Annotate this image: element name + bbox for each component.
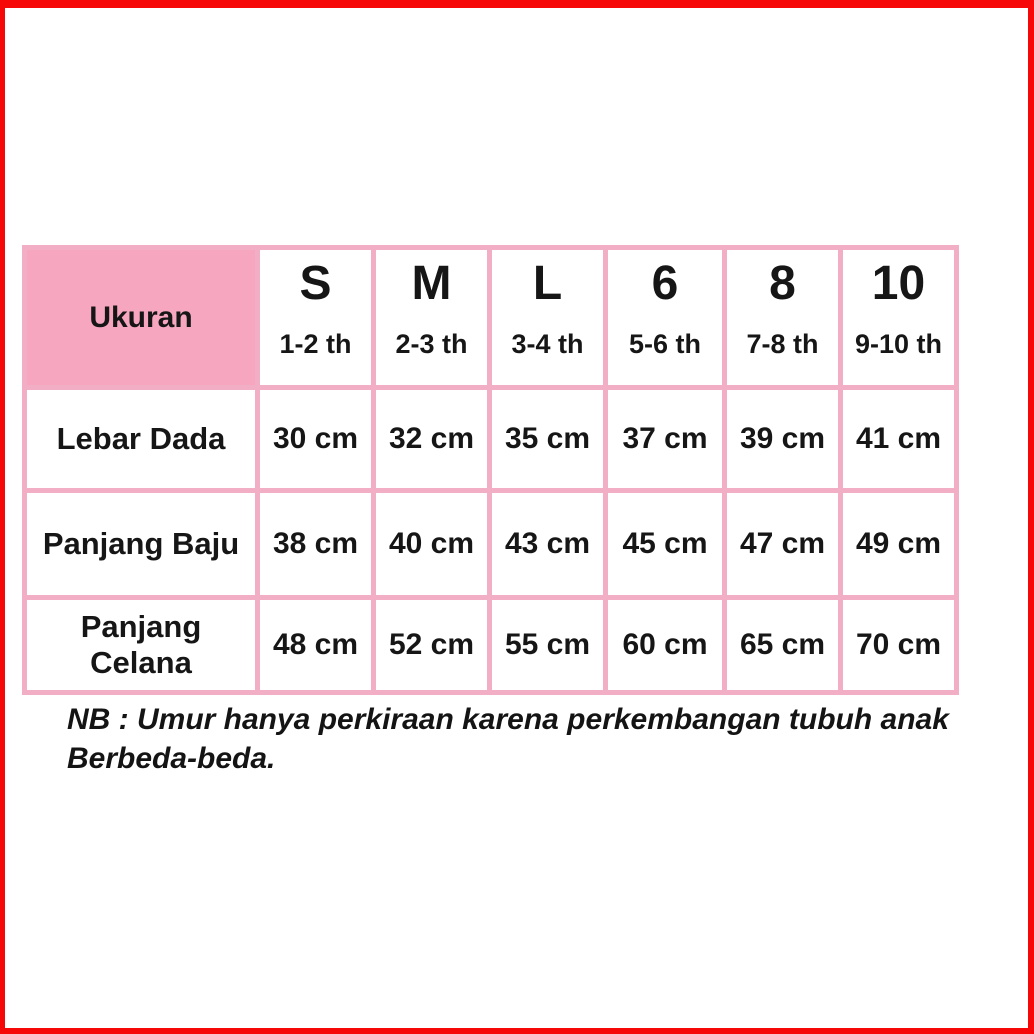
size-label-m: M [411, 257, 452, 310]
cell-lebar-dada-l: 35 cm [492, 390, 603, 488]
cell-panjang-celana-l: 55 cm [492, 600, 603, 690]
cell-panjang-celana-8: 65 cm [727, 600, 838, 690]
table-header-row [27, 250, 954, 385]
table-row-panjang-baju [27, 493, 954, 595]
column-header-l [492, 250, 603, 385]
column-header-6 [608, 250, 722, 385]
note-line-1: NB : Umur hanya perkiraan karena perkembangan tubuh anak [67, 703, 949, 736]
size-label-s: S [299, 257, 332, 310]
size-label-10: 10 [871, 257, 926, 310]
size-label-l: L [532, 257, 563, 310]
row-label-panjang-celana: Panjang Celana [27, 600, 255, 690]
age-label-8: 7-8 th [746, 329, 819, 359]
cell-lebar-dada-8: 39 cm [727, 390, 838, 488]
cell-panjang-celana-10: 70 cm [843, 600, 954, 690]
row-label-panjang-baju: Panjang Baju [27, 493, 255, 595]
cell-panjang-baju-10: 49 cm [843, 493, 954, 595]
corner-header-ukuran: Ukuran [27, 250, 255, 385]
table-row-panjang-celana [27, 600, 954, 690]
cell-lebar-dada-s: 30 cm [260, 390, 371, 488]
cell-lebar-dada-6: 37 cm [608, 390, 722, 488]
cell-lebar-dada-m: 32 cm [376, 390, 487, 488]
age-label-s: 1-2 th [279, 329, 352, 359]
column-header-8 [727, 250, 838, 385]
cell-panjang-celana-6: 60 cm [608, 600, 722, 690]
column-header-s [260, 250, 371, 385]
table-row-lebar-dada [27, 390, 954, 488]
age-label-6: 5-6 th [628, 329, 701, 359]
size-label-6: 6 [651, 257, 679, 310]
size-label-8: 8 [769, 257, 796, 310]
note-line-2: Berbeda-beda. [67, 742, 276, 775]
row-label-lebar-dada: Lebar Dada [27, 390, 255, 488]
cell-panjang-celana-m: 52 cm [376, 600, 487, 690]
age-label-m: 2-3 th [395, 329, 468, 359]
age-label-10: 9-10 th [854, 329, 943, 359]
column-header-10 [843, 250, 954, 385]
note [67, 700, 949, 778]
cell-lebar-dada-10: 41 cm [843, 390, 954, 488]
cell-panjang-baju-s: 38 cm [260, 493, 371, 595]
column-header-m [376, 250, 487, 385]
cell-panjang-baju-6: 45 cm [608, 493, 722, 595]
size-table [22, 245, 959, 695]
cell-panjang-celana-s: 48 cm [260, 600, 371, 690]
cell-panjang-baju-8: 47 cm [727, 493, 838, 595]
cell-panjang-baju-l: 43 cm [492, 493, 603, 595]
age-label-l: 3-4 th [511, 329, 584, 359]
cell-panjang-baju-m: 40 cm [376, 493, 487, 595]
